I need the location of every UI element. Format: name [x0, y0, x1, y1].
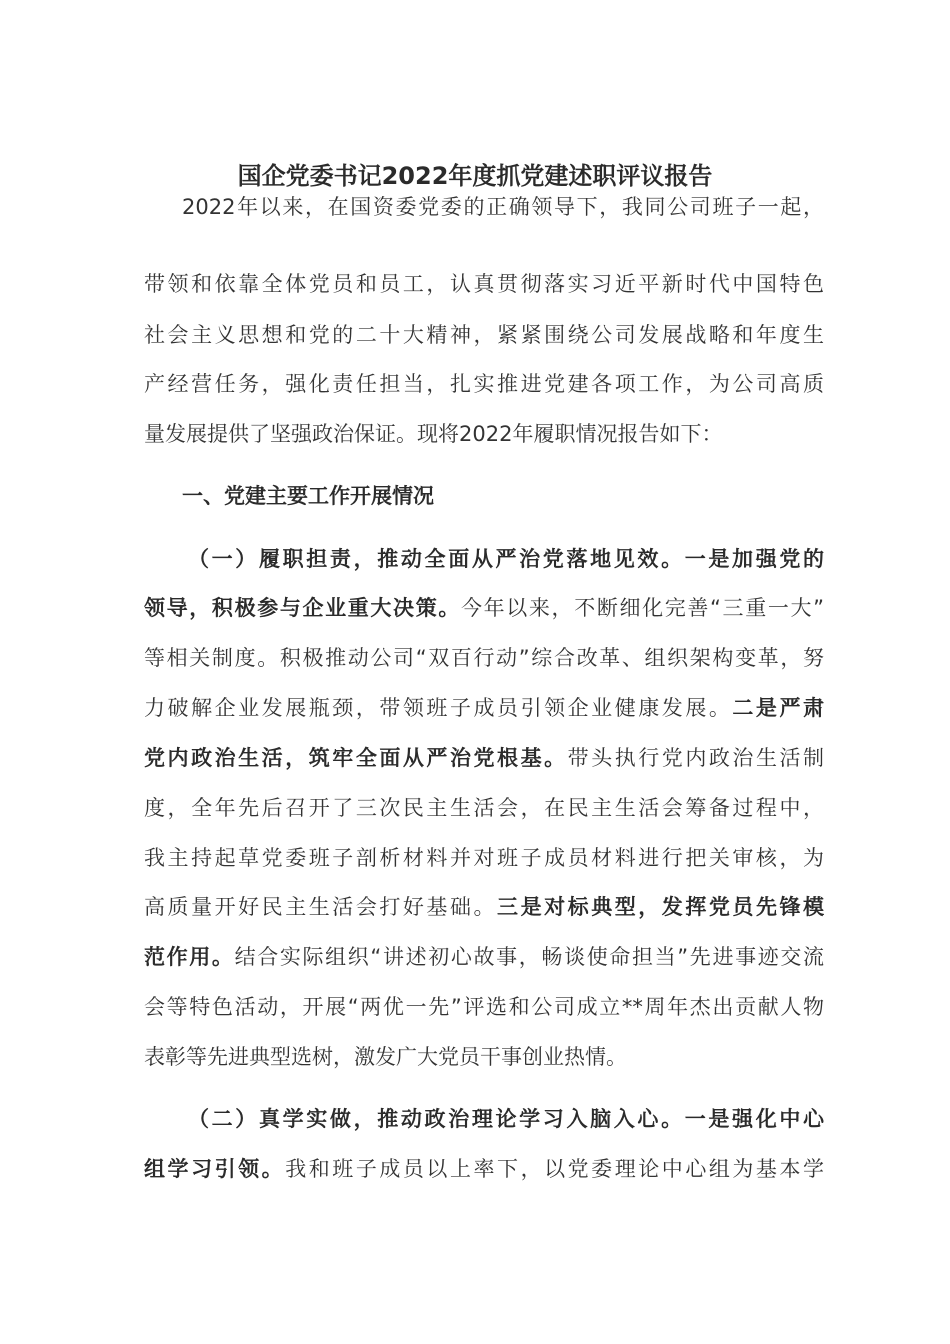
paragraph-line	[144, 740, 824, 776]
bold-text: （一）履职担责，推动全面从严治党落地见效。一是加强党的	[188, 547, 824, 571]
paragraph-line	[188, 1101, 824, 1137]
paragraph-line	[182, 478, 824, 514]
body-text: 社会主义思想和党的二十大精神，紧紧围绕公司发展战略和年度生	[144, 323, 824, 347]
paragraph-line	[144, 266, 824, 302]
paragraph-line	[144, 790, 824, 826]
body-text: 2022年以来，在国资委党委的正确领导下，我同公司班子一起，	[182, 195, 824, 219]
body-text: 会等特色活动，开展“两优一先”评选和公司成立**周年杰出贡献人物	[144, 995, 824, 1019]
paragraph-line	[144, 690, 824, 726]
body-text: 结合实际组织“讲述初心故事，畅谈使命担当”先进事迹交流	[234, 945, 825, 969]
body-text: 度，全年先后召开了三次民主生活会，在民主生活会筹备过程中，	[144, 796, 824, 820]
body-text: 高质量开好民主生活会打好基础。	[144, 895, 498, 919]
paragraph-line	[144, 590, 824, 626]
bold-text: 二是严肃	[732, 696, 824, 720]
body-text: 表彰等先进典型选树，激发广大党员干事创业热情。	[144, 1045, 627, 1069]
bold-text: 组学习引领。	[144, 1157, 286, 1181]
body-text: 带领和依靠全体党员和员工，认真贯彻落实习近平新时代中国特色	[144, 272, 824, 296]
paragraph-line	[144, 416, 824, 452]
body-text: 带头执行党内政治生活制	[567, 746, 825, 770]
bold-text: 一、党建主要工作开展情况	[182, 484, 434, 508]
paragraph-line	[144, 1151, 824, 1187]
body-text: 我和班子成员以上率下，以党委理论中心组为基本学	[285, 1157, 825, 1181]
bold-text: 领导，积极参与企业重大决策。	[144, 596, 461, 620]
body-text: 产经营任务，强化责任担当，扎实推进党建各项工作，为公司高质	[144, 372, 824, 396]
paragraph-line	[144, 939, 824, 975]
body-text: 等相关制度。积极推动公司“双百行动”综合改革、组织架构变革，努	[144, 646, 824, 670]
document-title: 国企党委书记2022年度抓党建述职评议报告	[237, 162, 713, 190]
paragraph-line	[188, 541, 824, 577]
paragraph-line	[144, 840, 824, 876]
paragraph-line	[144, 366, 824, 402]
bold-text: （二）真学实做，推动政治理论学习入脑入心。一是强化中心	[188, 1107, 824, 1131]
body-text: 我主持起草党委班子剖析材料并对班子成员材料进行把关审核，为	[144, 846, 824, 870]
body-text: 力破解企业发展瓶颈，带领班子成员引领企业健康发展。	[144, 696, 733, 720]
bold-text: 三是对标典型，发挥党员先锋模	[497, 895, 825, 919]
bold-text: 党内政治生活，筑牢全面从严治党根基。	[144, 746, 568, 770]
paragraph-line	[144, 989, 824, 1025]
paragraph-line	[144, 1039, 824, 1075]
paragraph-line	[144, 317, 824, 353]
body-text: 今年以来，不断细化完善“三重一大”	[460, 596, 825, 620]
body-text: 量发展提供了坚强政治保证。现将2022年履职情况报告如下：	[144, 422, 723, 446]
paragraph-line	[144, 640, 824, 676]
paragraph-line	[182, 189, 824, 225]
paragraph-line	[144, 889, 824, 925]
bold-text: 范作用。	[144, 945, 235, 969]
